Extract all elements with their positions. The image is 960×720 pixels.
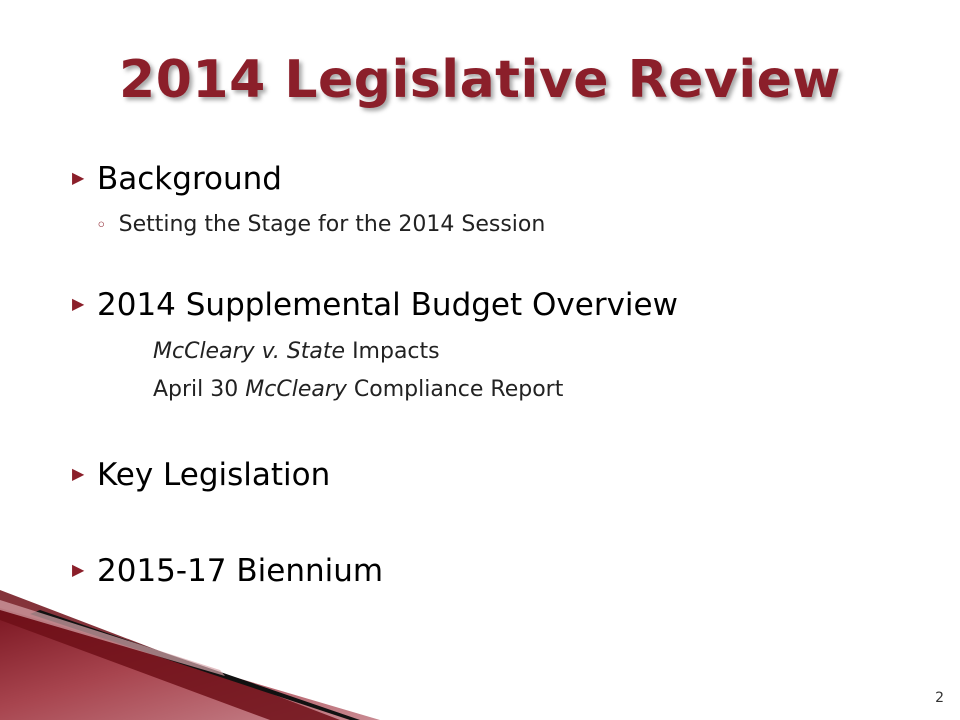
budget-item-impacts (153, 338, 440, 366)
bullet-key-legislation (72, 456, 330, 496)
bullet-supplemental-budget (72, 286, 678, 326)
sub-bullet-setting-stage (96, 211, 545, 240)
corner-decoration (0, 590, 380, 720)
bullet-label: 2014 Supplemental Budget Overview (97, 287, 678, 323)
right-triangle-icon: ▶ (72, 559, 85, 579)
budget-item-text: April 30 (153, 377, 246, 402)
small-circle-icon: ◦ (96, 215, 107, 236)
budget-item-text: Compliance Report (346, 377, 564, 402)
bullet-label: 2015-17 Biennium (97, 553, 384, 589)
page-number: 2 (935, 690, 944, 706)
right-triangle-icon: ▶ (72, 463, 85, 483)
bullet-biennium (72, 552, 383, 592)
slide-title: 2014 Legislative Review (119, 50, 841, 110)
bullet-label: Key Legislation (97, 457, 331, 493)
bullet-label: Background (97, 161, 282, 197)
budget-item-report (153, 376, 563, 404)
right-triangle-icon: ▶ (72, 167, 85, 187)
case-name: McCleary v. State (153, 339, 346, 364)
budget-item-text: Impacts (345, 339, 440, 364)
bullet-background (72, 160, 282, 200)
case-name: McCleary (245, 377, 347, 402)
right-triangle-icon: ▶ (72, 293, 85, 313)
sub-bullet-label: Setting the Stage for the 2014 Session (118, 212, 546, 237)
